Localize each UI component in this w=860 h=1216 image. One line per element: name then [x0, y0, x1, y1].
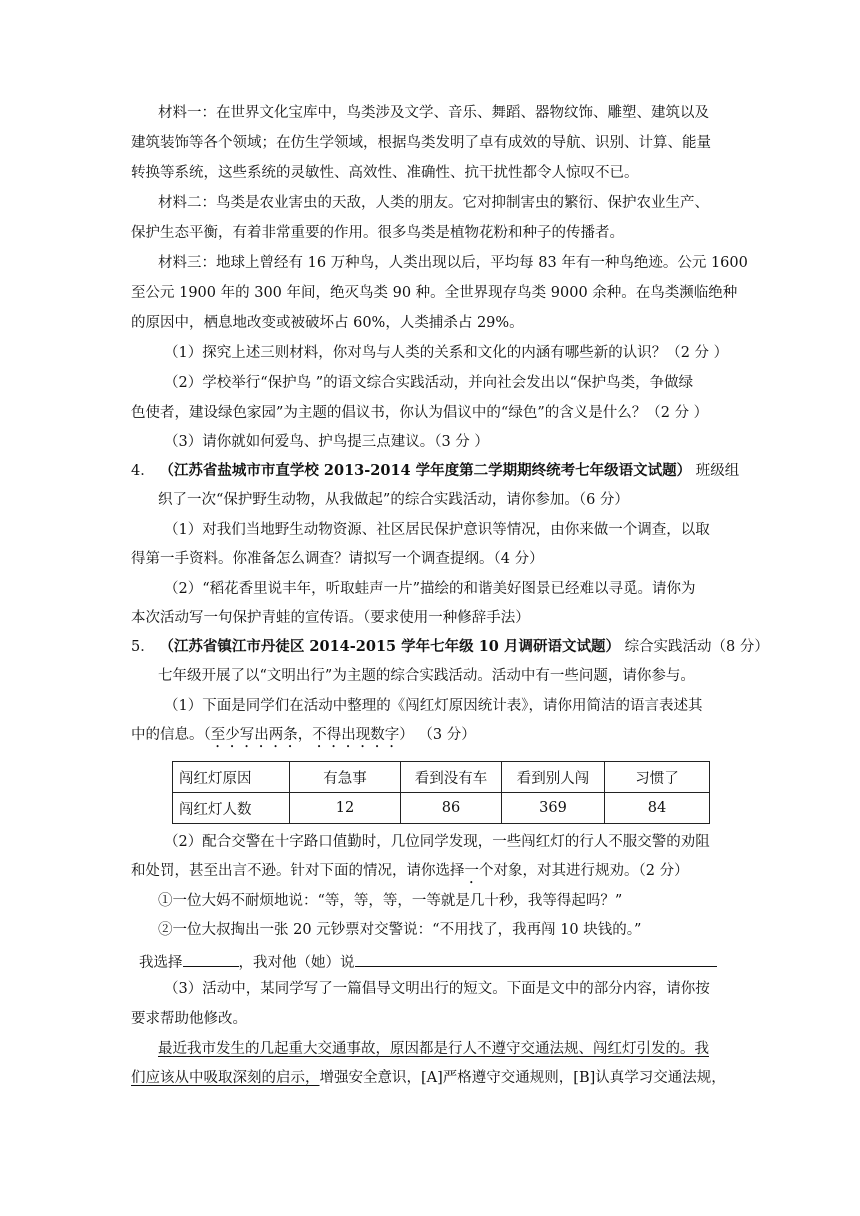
q5-sub-1-emphasis: 至少写出两条，不得出现数字 — [210, 727, 400, 743]
table-header-cell: 闯红灯原因 — [173, 762, 290, 793]
q5-sub-3-line-2: 要求帮助他修改。 — [131, 1011, 247, 1027]
q5-source: （江苏省镇江市丹徒区 2014-2015 学年七年级 10 月调研语文试题） — [159, 638, 620, 655]
material-2-line-2: 保护生态平衡，有着非常重要的作用。很多鸟类是植物花粉和种子的传播者。 — [131, 225, 624, 241]
q5-sub-2-pre: 和处罚，甚至出言不逊。针对下面的情况，请你选择 — [131, 863, 465, 879]
say-label: ，我对他（她）说 — [238, 955, 355, 971]
table-row — [173, 762, 710, 793]
q5-intro: 七年级开展了以“文明出行”为主题的综合实践活动。活动中有一些问题，请你参与。 — [158, 668, 695, 684]
table-header-cell: 看到没有车 — [401, 762, 502, 793]
q5-sub-2-emphasis: 一 — [464, 863, 479, 879]
material-1-line-1: 材料一：在世界文化宝库中，鸟类涉及文学、音乐、舞蹈、器物纹饰、雕塑、建筑以及 — [158, 105, 709, 121]
q4-sub-1-line-2: 得第一手资料。你准备怎么调查？请拟写一个调查提纲。（4 分） — [131, 551, 544, 567]
choose-label: 我选择 — [139, 955, 183, 971]
table-header-cell: 有急事 — [290, 762, 401, 793]
q5-sub-1-line-2 — [131, 725, 476, 751]
q5-case-1: ①一位大妈不耐烦地说：“等，等，等，一等就是几十秒，我等得起吗？” — [158, 893, 623, 909]
q5-sub-2-post: 个对象，对其进行规劝。（2 分） — [479, 863, 689, 879]
q4-source: （江苏省盐城市市直学校 2013-2014 学年度第二学期期终统考七年级语文试题） — [159, 462, 692, 479]
q5-sub-1-post: ） （3 分） — [399, 727, 476, 743]
answer-blank[interactable] — [355, 950, 717, 967]
q3-sub-1: （1）探究上述三则材料，你对鸟与人类的关系和文化的内涵有哪些新的认识？（2 分 ） — [164, 345, 729, 361]
red-light-stats-table — [172, 761, 710, 824]
q5-heading — [131, 637, 769, 657]
material-3-line-1: 材料三：地球上曾经有 16 万种鸟，人类出现以后，平均每 83 年有一种鸟绝迹。公元 1600 — [158, 255, 748, 271]
q4-line-2: 织了一次“保护野生动物，从我做起”的综合实践活动，请你参加。（6 分） — [158, 492, 629, 508]
q3-sub-3: （3）请你就如何爱鸟、护鸟提三点建议。（3 分 ） — [164, 434, 489, 450]
table-cell: 369 — [502, 793, 605, 824]
q5-sub-1-pre: 中的信息。（ — [131, 727, 211, 743]
table-header-cell: 习惯了 — [605, 762, 710, 793]
q4-heading-tail: 班级组 — [695, 463, 740, 479]
q3-sub-2-line-2: 色使者，建设绿色家园”为主题的倡议书，你认为倡议中的“绿色”的含义是什么？（2 分 ） — [131, 405, 709, 421]
q4-heading — [131, 461, 739, 481]
q5-sub-3-line-1: （3）活动中，某同学写了一篇倡导文明出行的短文。下面是文中的部分内容，请你按 — [164, 981, 710, 997]
material-1-line-3: 转换等系统，这些系统的灵敏性、高效性、准确性、抗干扰性都令人惊叹不已。 — [131, 165, 639, 181]
q5-sub-2-line-1: （2）配合交警在十字路口值勤时，几位同学发现，一些闯红灯的行人不服交警的劝阻 — [164, 834, 710, 850]
q5-sub-2-line-2 — [131, 861, 689, 887]
material-1-line-2: 建筑装饰等各个领域；在仿生学领域，根据鸟类发明了卓有成效的导航、识别、计算、能量 — [131, 135, 711, 151]
q5-sub-1-line-1: （1）下面是同学们在活动中整理的《闯红灯原因统计表》，请你用简洁的语言表述其 — [164, 698, 703, 714]
passage-rest: 增强安全意识，[A]严格遵守交通规则，[B]认真学习交通法规， — [319, 1070, 726, 1086]
q4-number: 4． — [131, 463, 155, 479]
table-cell: 86 — [401, 793, 502, 824]
choice-blank[interactable] — [183, 950, 239, 967]
table-cell: 12 — [290, 793, 401, 824]
q5-number: 5． — [131, 639, 155, 655]
material-3-line-3: 的原因中，栖息地改变或被破坏占 60%，人类捕杀占 29%。 — [131, 315, 524, 331]
table-cell: 闯红灯人数 — [173, 793, 290, 824]
q3-sub-2-line-1: （2）学校举行“保护鸟 ”的语文综合实践活动，并向社会发出以“保护鸟类，争做绿 — [164, 375, 694, 391]
q4-sub-2-line-1: （2）“稻花香里说丰年，听取蛙声一片”描绘的和谐美好图景已经难以寻觅。请你为 — [164, 581, 696, 597]
material-3-line-2: 至公元 1900 年的 300 年间，绝灭鸟类 90 种。全世界现存鸟类 9000 余种。在鸟类濒临绝种 — [131, 285, 738, 301]
table-cell: 84 — [605, 793, 710, 824]
material-2-line-1: 材料二：鸟类是农业害虫的天敌，人类的朋友。它对抑制害虫的繁衍、保护农业生产、 — [158, 195, 709, 211]
table-header-cell: 看到别人闯 — [502, 762, 605, 793]
q4-sub-1-line-1: （1）对我们当地野生动物资源、社区居民保护意识等情况，由你来做一个调查，以取 — [164, 522, 710, 538]
q5-case-2: ②一位大叔掏出一张 20 元钞票对交警说：“不用找了，我再闯 10 块钱的。” — [158, 922, 642, 938]
table-row — [173, 793, 710, 824]
q5-choose-line — [139, 950, 717, 973]
q5-heading-tail: 综合实践活动（8 分） — [624, 639, 769, 655]
passage-underlined: 们应该从中吸取深刻的启示， — [131, 1070, 320, 1086]
q4-sub-2-line-2: 本次活动写一句保护青蛙的宣传语。（要求使用一种修辞手法） — [131, 610, 530, 626]
passage-line-1: 最近我市发生的几起重大交通事故，原因都是行人不遵守交通法规、闯红灯引发的。我 — [158, 1041, 709, 1057]
passage-line-2 — [131, 1068, 726, 1088]
